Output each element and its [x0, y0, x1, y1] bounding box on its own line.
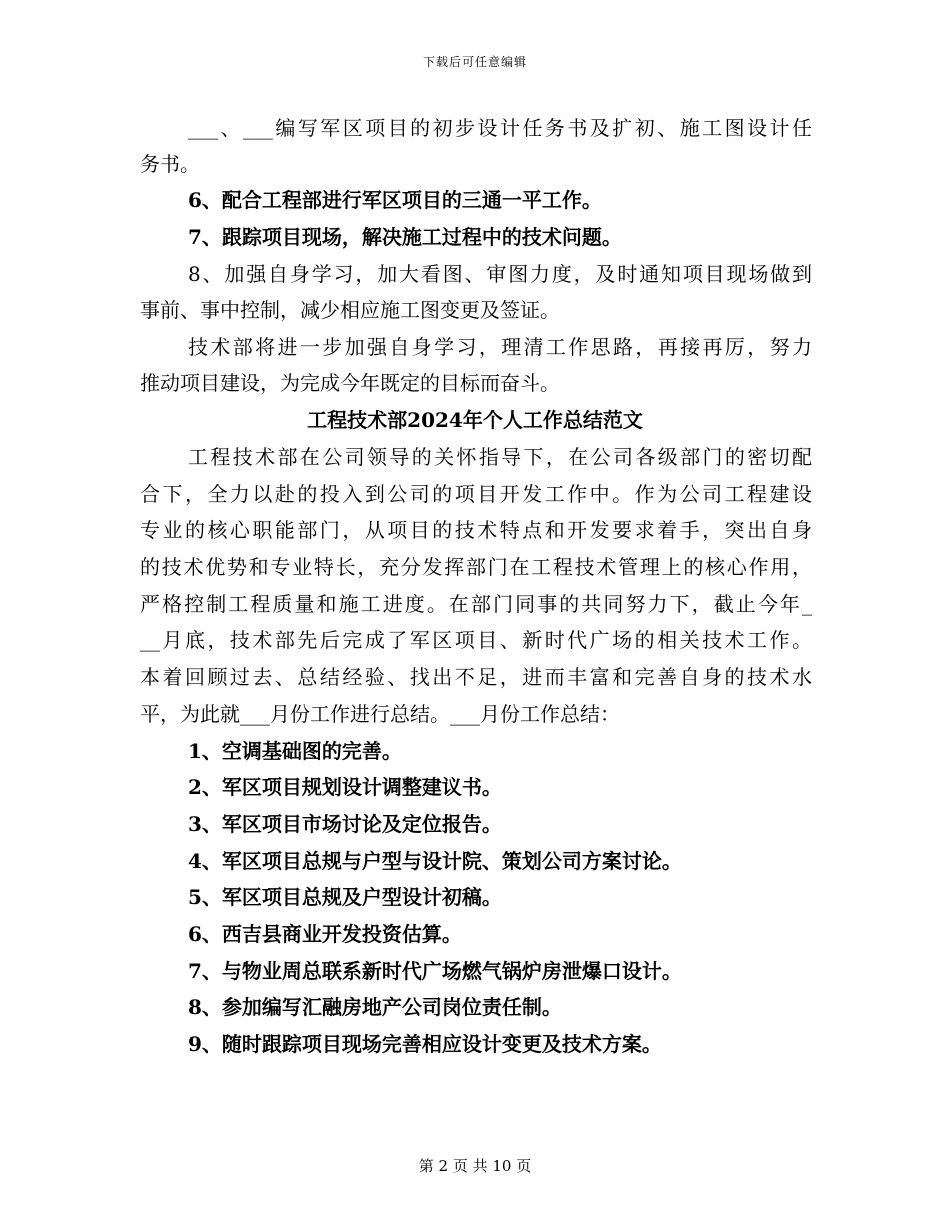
- intro-line-6: __月底，技术部先后完成了军区项目、新时代广场的相关技术工作。: [140, 628, 812, 652]
- intro-line-8: 平，为此就___月份工作进行总结。___月份工作总结：: [140, 702, 620, 726]
- intro-line-1: 工程技术部在公司领导的关怀指导下，在公司各级部门的密切配: [188, 445, 812, 469]
- list-item: 1、空调基础图的完善。: [188, 739, 402, 763]
- list-item: 8、参加编写汇融房地产公司岗位责任制。: [188, 995, 562, 1019]
- list-item: 9、随时跟踪项目现场完善相应设计变更及技术方案。: [188, 1032, 662, 1056]
- intro-line-2: 合下，全力以赴的投入到公司的项目开发工作中。作为公司工程建设: [140, 482, 812, 506]
- item-8-line-2: 事前、事中控制，减少相应施工图变更及签证。: [140, 298, 560, 322]
- list-item: 2、军区项目规划设计调整建议书。: [188, 775, 502, 799]
- intro-line-7: 本着回顾过去、总结经验、找出不足，进而丰富和完善自身的技术水: [140, 665, 812, 689]
- closing-line-2: 推动项目建设，为完成今年既定的目标而奋斗。: [140, 371, 560, 395]
- item-5-line-2: 务书。: [140, 152, 200, 176]
- list-item: 6、西吉县商业开发投资估算。: [188, 922, 462, 946]
- intro-line-5: 严格控制工程质量和施工进度。在部门同事的共同努力下，截止今年_: [140, 592, 812, 616]
- item-5-line-1: ___、___编写军区项目的初步设计任务书及扩初、施工图设计任: [188, 116, 812, 140]
- list-item: 4、军区项目总规与户型与设计院、策划公司方案讨论。: [188, 849, 682, 873]
- item-6: 6、配合工程部进行军区项目的三通一平工作。: [188, 188, 602, 212]
- page-header: 下载后可任意编辑: [422, 55, 527, 69]
- section-title: 工程技术部2024年个人工作总结范文: [307, 408, 643, 432]
- closing-line-1: 技术部将进一步加强自身学习，理清工作思路，再接再厉，努力: [188, 335, 812, 359]
- item-8-line-1: 8、加强自身学习，加大看图、审图力度，及时通知项目现场做到: [188, 262, 812, 286]
- list-item: 3、军区项目市场讨论及定位报告。: [188, 812, 502, 836]
- list-item: 5、军区项目总规及户型设计初稿。: [188, 885, 502, 909]
- page-footer: 第 2 页 共 10 页: [418, 1157, 532, 1175]
- list-item: 7、与物业周总联系新时代广场燃气锅炉房泄爆口设计。: [188, 959, 682, 983]
- intro-line-4: 的技术优势和专业特长，充分发挥部门在工程技术管理上的核心作用，: [140, 555, 812, 579]
- intro-line-3: 专业的核心职能部门，从项目的技术特点和开发要求着手，突出自身: [140, 518, 812, 542]
- item-7: 7、跟踪项目现场，解决施工过程中的技术问题。: [188, 225, 622, 249]
